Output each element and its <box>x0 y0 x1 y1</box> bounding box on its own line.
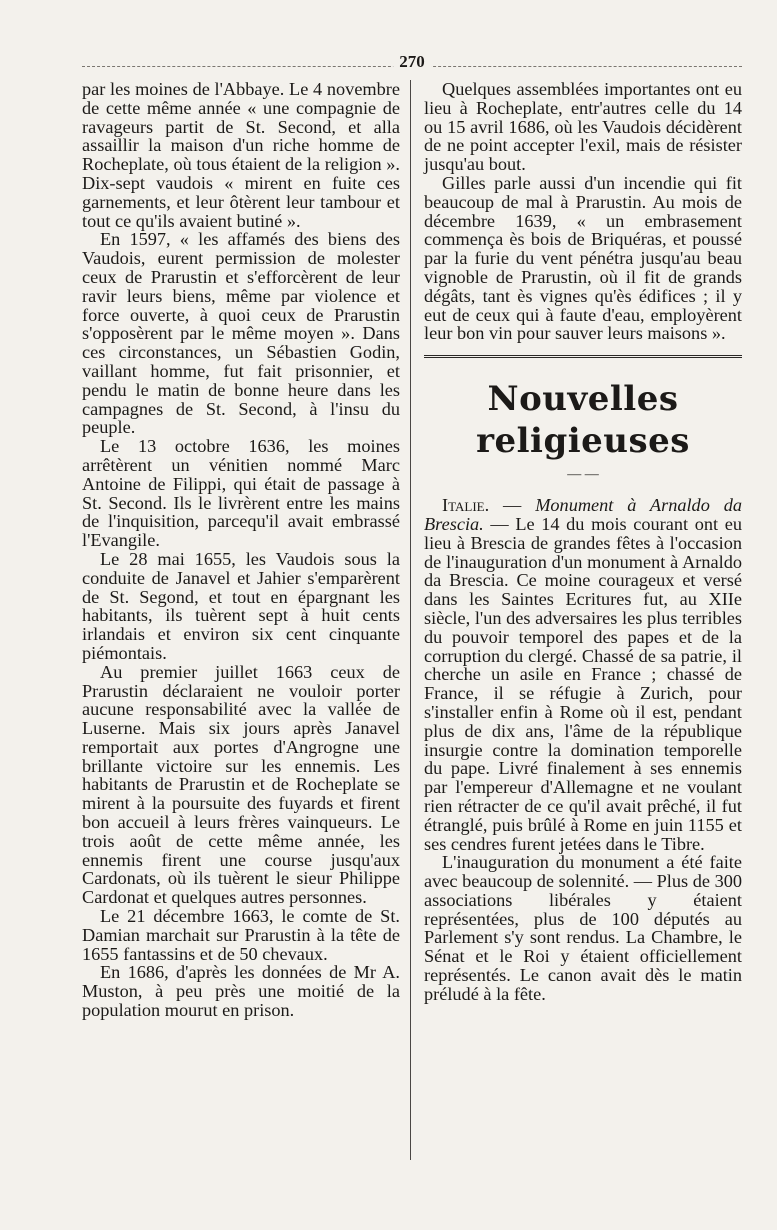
paragraph: par les moines de l'Abbaye. Le 4 novembre de cette même année « une compagnie de ravageurs partit de St. Second, et alla assaillir la maison d'un riche homme de Rocheplate, où tous étaient de la religion ». Dix-sept vaudois « mirent en fuite ces garnements, et leur ôtèrent leur tambour et tout ce qu'ils avaient butiné ». <box>82 79 400 231</box>
column-divider <box>410 80 411 1160</box>
paragraph: Le 21 décembre 1663, le comte de St. Damian marchait sur Prarustin à la tête de 1655 fantassins et de 50 chevaux. <box>82 906 400 964</box>
right-column <box>424 80 742 1004</box>
news-country: Italie. <box>442 495 490 516</box>
paragraph: Quelques assemblées importantes ont eu lieu à Rocheplate, entr'autres celle du 14 ou 15 avril 1686, où les Vaudois décidèrent de ne point accepter l'exil, mais de résister jusqu'au bout. <box>424 79 742 175</box>
section-title: Nouvelles religieuses <box>476 379 690 462</box>
paragraph: L'inauguration du monument a été faite avec beaucoup de solennité. — Plus de 300 associations libérales y étaient représentées, plus de 100 députés au Parlement s'y sont rendus. La Chambre, le Sénat et le Roi y étaient officiellement représentés. Le canon avait dès le matin préludé à la fête. <box>424 852 742 1004</box>
paragraph: Au premier juillet 1663 ceux de Prarustin déclaraient ne vouloir porter aucune responsabilité avec la vallée de Luserne. Mais six jours après Janavel remportait aux portes d'Angrogne une brillante victoire sur les ennemis. Les habitants de Prarustin et de Rocheplate se mirent à la poursuite des fuyards et firent bon accueil à leurs frères vainqueurs. Le trois août de cette même année, les ennemis firent une course jusqu'aux Cardonats, où ils tuèrent le sieur Philippe Cardonat et quelques autres personnes. <box>82 661 400 908</box>
section-separator <box>424 355 742 358</box>
left-column <box>82 80 400 1020</box>
news-item <box>424 496 742 853</box>
news-body: — Le 14 du mois courant ont eu lieu à Brescia de grandes fêtes à l'occasion de l'inauguration d'un monument à Arnaldo da Brescia. Ce moine courageux et versé dans les Saintes Ecritures fut, au XIIe siècle, l'un des adversaires les plus terribles du pouvoir temporel des papes et de la corruption du clergé. Chassé de sa patrie, il cherche un asile en France ; chassé de France, il se réfugie à Zurich, pour s'installer enfin à Rome où il est, pendant plus de dix ans, l'âme de la république insurgie contre la domination temporelle du pape. Livré finalement à ses ennemis par l'empereur d'Allemagne et ne voulant rien rétracter de ce qu'il avait prêché, il fut étranglé, puis brûlé à Rome en juin 1155 et ses cendres furent jetées dans le Tibre. <box>424 513 742 854</box>
page-number: 270 <box>393 52 431 72</box>
news-dash: — <box>489 495 536 516</box>
paragraph: En 1686, d'après les données de Mr A. Muston, à peu près une moitié de la population mourut en prison. <box>82 962 400 1021</box>
paragraph: Le 28 mai 1655, les Vaudois sous la conduite de Janavel et Jahier s'emparèrent de St. Segond, et tout en épargnant les habitants, ils tuèrent sept à huit cents irlandais et environ six cent cinquante piémontais. <box>82 548 400 663</box>
paragraph: Gilles parle aussi d'un incendie qui fit beaucoup de mal à Prarustin. Au mois de décembre 1639, « un embrasement commença ès bois de Briquéras, et poussé par la furie du vent pénétra jusqu'au beau vignoble de Prarustin, où il fit de grands dégâts, tant ès vignes qu'ès édifices ; il y eut de ceux qui à faute d'eau, employèrent leur bon vin pour sauver leurs maisons ». <box>424 172 742 344</box>
section-ornament: — — <box>567 467 599 483</box>
news-heading: Monument à Arnaldo da Brescia. <box>424 495 742 534</box>
page-header <box>82 52 742 76</box>
paragraph: En 1597, « les affamés des biens des Vaudois, eurent permission de molester ceux de Prarustin et s'efforcèrent de leur ravir leurs biens, même par violence et force ouverte, à quoi ceux de Prarustin s'opposèrent par le même moyen ». Dans ces circonstances, un Sébastien Godin, vaillant homme, fut fait prisonnier, et pendu le matin de bonne heure dans les campagnes de St. Second, à l'insu du peuple. <box>82 229 400 438</box>
paragraph: Le 13 octobre 1636, les moines arrêtèrent un vénitien nommé Marc Antoine de Filippi, qui était de passage à St. Second. Ils le livrèrent entre les mains de l'inquisition, parcequ'il avait embrassé l'Evangile. <box>82 436 400 551</box>
